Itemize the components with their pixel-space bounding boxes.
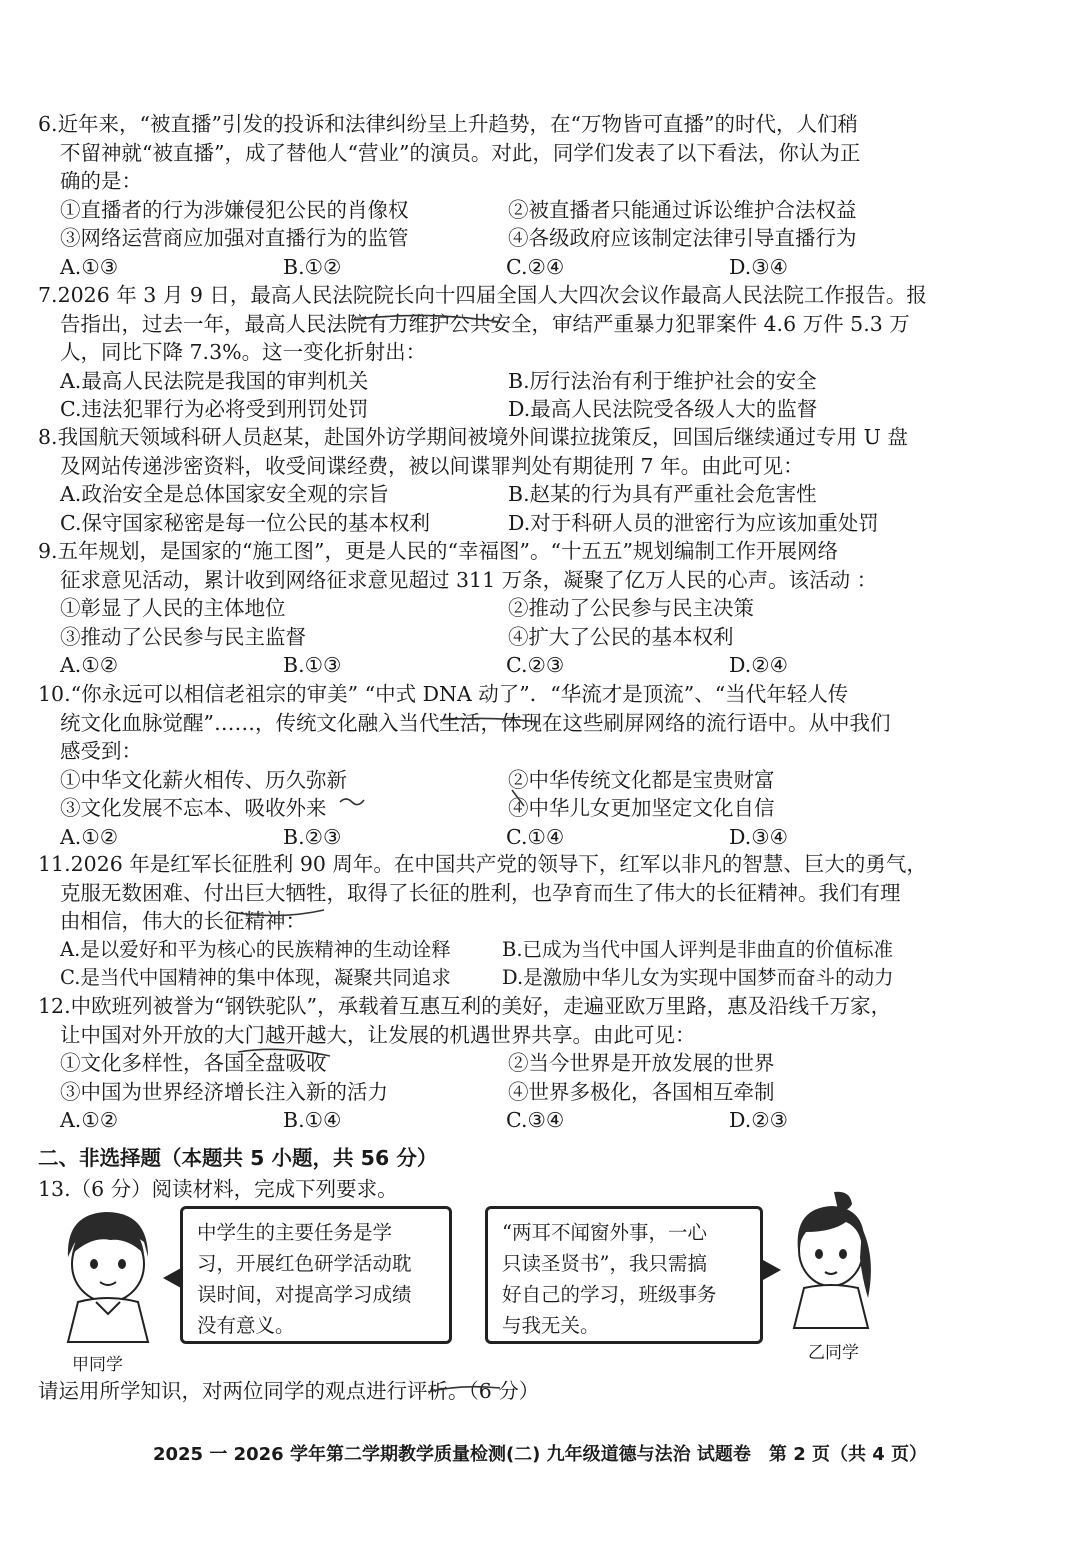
question-stem: 10.“你永远可以相信老祖宗的审美” “中式 DNA 动了”．“华流才是顶流”、“当代年轻人传 [38, 682, 849, 706]
choice-d: D.③④ [729, 254, 788, 279]
statement: ④各级政府应该制定法律引导直播行为 [508, 226, 857, 251]
question-stem-line: 克服无数困难、付出巨大牺牲，取得了长征的胜利，也孕育而生了伟大的长征精神。我们有理 [60, 880, 901, 905]
option-a: A.政治安全是总体国家安全观的宗旨 [60, 482, 389, 507]
choice-c: C.②④ [506, 254, 565, 279]
choice-a: A.①② [60, 824, 119, 849]
question-number: 11. [38, 852, 71, 876]
choice-b: B.①④ [283, 1108, 342, 1133]
choice-b: B.①③ [283, 653, 342, 678]
choice-d: D.②④ [729, 653, 788, 678]
bubble-line: “两耳不闻窗外事，一心 [502, 1221, 707, 1244]
option-d: D.是激励中华儿女为实现中国梦而奋斗的动力 [502, 966, 894, 990]
question-stem-line: 不留神就“被直播”，成了替他人“营业”的演员。对此，同学们发表了以下看法，你认为正 [60, 140, 861, 165]
question-stem-line: 及网站传递涉密资料，收受间谍经费，被以间谍罪判处有期徒刑 7 年。由此可见： [60, 453, 804, 478]
statement: ④中华儿女更加坚定文化自信 [508, 796, 775, 821]
question-stem: 11.2026 年是红军长征胜利 90 周年。在中国共产党的领导下，红军以非凡的智慧、巨大的勇气， [38, 852, 927, 876]
question-stem: 6.近年来，“被直播”引发的投诉和法律纠纷呈上升趋势，在“万物皆可直播”的时代，人们稍 [38, 112, 858, 136]
bubble-line: 好自己的学习，班级事务 [502, 1283, 717, 1306]
question-number: 12. [38, 994, 71, 1018]
statement: ④扩大了公民的基本权利 [508, 624, 734, 649]
label-student-yi: 乙同学 [808, 1343, 859, 1363]
choice-c: C.③④ [506, 1108, 565, 1133]
bubble-line: 误时间，对提高学习成绩 [197, 1283, 412, 1306]
question-stem-line: 由相信，伟大的长征精神： [60, 909, 306, 934]
statement: ②当今世界是开放发展的世界 [508, 1051, 775, 1076]
question-stem: 7.2026 年 3 月 9 日，最高人民法院院长向十四届全国人大四次会议作最高人民法院工作报告。报 [38, 283, 927, 307]
question-stem-line: 感受到： [60, 739, 142, 764]
bubble-line: 习，开展红色研学活动耽 [197, 1252, 412, 1275]
question-number: 9. [38, 539, 58, 563]
question-stem: 9.五年规划，是国家的“施工图”，更是人民的“幸福图”。“十五五”规划编制工作开展网络 [38, 539, 838, 563]
question-stem-line: 人，同比下降 7.3%。这一变化折射出： [60, 340, 427, 365]
question-number: 8. [38, 425, 58, 449]
choice-b: B.②③ [283, 824, 342, 849]
label-student-jia: 甲同学 [72, 1355, 123, 1375]
question-number: 10. [38, 682, 71, 706]
choice-a: A.①② [60, 653, 119, 678]
page-footer: 2025 一 2026 学年第二学期教学质量检测(二) 九年级道德与法治 试题卷 第 2 页（共 4 页） [152, 1444, 928, 1465]
option-a: A.是以爱好和平为核心的民族精神的生动诠释 [60, 937, 451, 961]
question-13-instruction: 请运用所学知识，对两位同学的观点进行评析。（6 分） [38, 1379, 540, 1403]
question-stem-line: 告指出，过去一年，最高人民法院有力维护公共安全，审结严重暴力犯罪案件 4.6 万件 5.3 万 [60, 311, 910, 336]
choice-a: A.①③ [60, 254, 119, 279]
question-stem-line: 征求意见活动，累计收到网络征求意见超过 311 万条，凝聚了亿万人民的心声。该活动 ： [60, 567, 878, 592]
choice-c: C.②③ [506, 653, 565, 678]
statement: ①直播者的行为涉嫌侵犯公民的肖像权 [60, 197, 409, 222]
statement: ①中华文化薪火相传、历久弥新 [60, 767, 347, 792]
section-title: 二、非选择题（本题共 5 小题，共 56 分） [38, 1146, 438, 1170]
option-b: B.厉行法治有利于维护社会的安全 [508, 368, 817, 393]
bubble-line: 与我无关。 [502, 1314, 600, 1337]
choice-d: D.③④ [729, 824, 788, 849]
option-d: D.最高人民法院受各级人大的监督 [508, 397, 818, 422]
statement: ④世界多极化，各国相互牵制 [508, 1079, 775, 1104]
choice-c: C.①④ [506, 824, 565, 849]
statement: ①文化多样性，各国全盘吸收 [60, 1051, 327, 1076]
question-number: 6. [38, 112, 58, 136]
statement: ③中国为世界经济增长注入新的活力 [60, 1079, 388, 1104]
option-c: C.违法犯罪行为必将受到刑罚处罚 [60, 397, 369, 422]
bubble-line: 只读圣贤书”，我只需搞 [502, 1252, 707, 1275]
question-stem: 12.中欧班列被誉为“钢铁驼队”，承载着互惠互利的美好，走遍亚欧万里路，惠及沿线千万家， [38, 994, 892, 1018]
question-stem: 8.我国航天领域科研人员赵某，赴国外访学期间被境外间谍拉拢策反，回国后继续通过专用 U 盘 [38, 425, 908, 449]
question-13-header: 13.（6 分）阅读材料，完成下列要求。 [38, 1177, 398, 1201]
question-stem-line: 统文化血脉觉醒”……，传统文化融入当代生活，体现在这些刷屏网络的流行语中。从中我们 [60, 710, 891, 735]
choice-d: D.②③ [729, 1108, 788, 1133]
statement: ③推动了公民参与民主监督 [60, 624, 306, 649]
option-d: D.对于科研人员的泄密行为应该加重处罚 [508, 510, 879, 535]
option-b: B.赵某的行为具有严重社会危害性 [508, 482, 817, 507]
statement: ③网络运营商应加强对直播行为的监管 [60, 226, 409, 251]
statement: ③文化发展不忘本、吸收外来 [60, 796, 327, 821]
bubble-line: 没有意义。 [197, 1314, 295, 1337]
option-c: C.是当代中国精神的集中体现，凝聚共同追求 [60, 966, 451, 990]
bubble-line: 中学生的主要任务是学 [197, 1221, 393, 1244]
statement: ②被直播者只能通过诉讼维护合法权益 [508, 197, 857, 222]
statement: ②推动了公民参与民主决策 [508, 596, 754, 621]
option-b: B.已成为当代中国人评判是非曲直的价值标准 [502, 937, 894, 961]
question-stem-line: 确的是： [60, 169, 142, 194]
option-a: A.最高人民法院是我国的审判机关 [60, 368, 369, 393]
question-stem-line: 让中国对外开放的大门越开越大，让发展的机遇世界共享。由此可见： [60, 1022, 696, 1047]
option-c: C.保守国家秘密是每一位公民的基本权利 [60, 510, 430, 535]
choice-b: B.①② [283, 254, 342, 279]
statement: ②中华传统文化都是宝贵财富 [508, 767, 775, 792]
choice-a: A.①② [60, 1108, 119, 1133]
statement: ①彰显了人民的主体地位 [60, 596, 286, 621]
question-number: 7. [38, 283, 58, 307]
